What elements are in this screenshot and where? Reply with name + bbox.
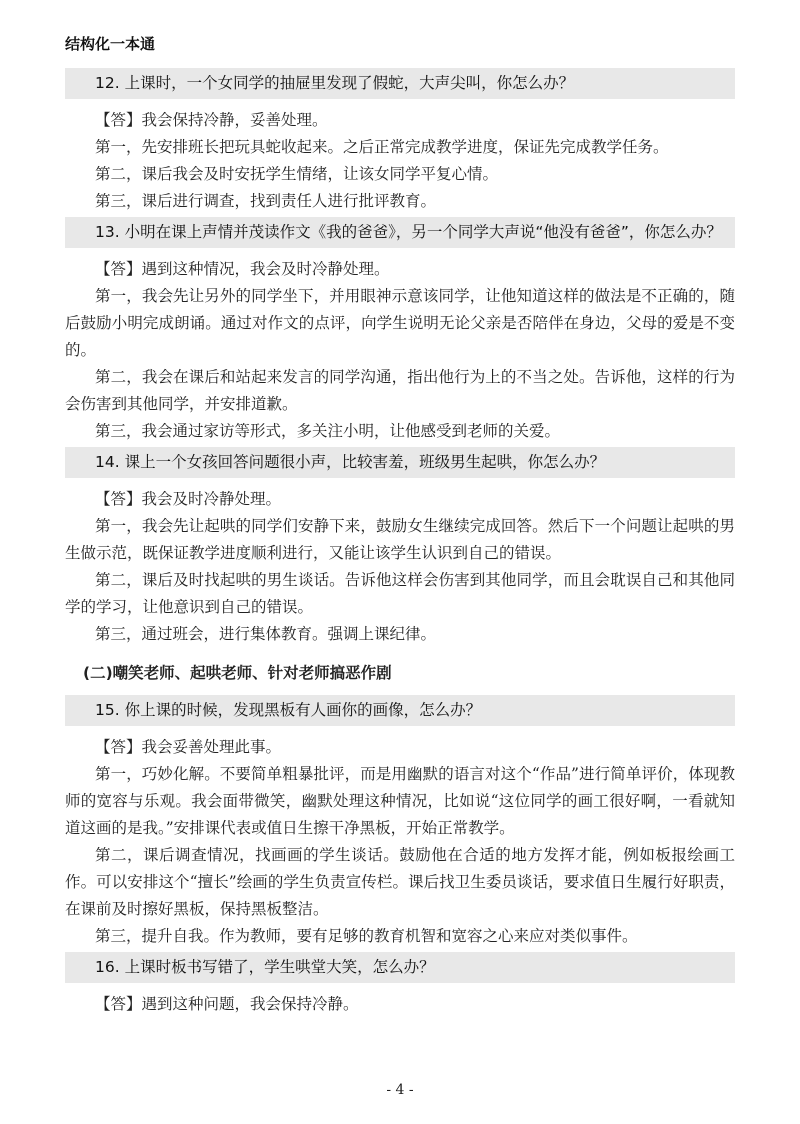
answer-paragraph: 第二，课后及时找起哄的男生谈话。告诉他这样会伤害到其他同学，而且会耽误自己和其他同学的学习，让他意识到自己的错误。 [65, 571, 735, 616]
answer-paragraph: 第三，提升自我。作为教师，要有足够的教育机智和宽容之心来应对类似事件。 [95, 927, 638, 945]
answer-summary: 【答】我会妥善处理此事。 [95, 738, 282, 756]
document-page [65, 30, 735, 1018]
running-header: 结构化一本通 [65, 35, 156, 53]
answer-summary: 【答】遇到这种情况，我会及时冷静处理。 [95, 260, 390, 278]
answer-paragraph: 第二，课后调查情况，找画画的学生谈话。鼓励他在合适的地方发挥才能，例如板报绘画工作。可以安排这个“擅长”绘画的学生负责宣传栏。课后找卫生委员谈话，要求值日生履行好职责，在课前及时擦好黑板，保持黑板整洁。 [65, 846, 735, 918]
page-number: - 4 - [386, 1082, 414, 1098]
answer-paragraph: 第一，我会先让起哄的同学们安静下来，鼓励女生继续完成回答。然后下一个问题让起哄的男生做示范，既保证教学进度顺利进行，又能让该学生认识到自己的错误。 [65, 517, 735, 562]
answer-summary: 【答】遇到这种问题，我会保持冷静。 [95, 995, 359, 1013]
answer-paragraph: 第二，我会在课后和站起来发言的同学沟通，指出他行为上的不当之处。告诉他，这样的行为会伤害到其他同学，并安排道歉。 [65, 368, 735, 413]
question-heading: 12. 上课时，一个女同学的抽屉里发现了假蛇，大声尖叫，你怎么办？ [65, 68, 735, 99]
answer-paragraph: 第三，通过班会，进行集体教育。强调上课纪律。 [95, 625, 437, 643]
question-heading: 14. 课上一个女孩回答问题很小声，比较害羞，班级男生起哄，你怎么办？ [65, 447, 735, 478]
question-heading: 16. 上课时板书写错了，学生哄堂大笑，怎么办？ [65, 952, 735, 983]
answer-paragraph: 第三，我会通过家访等形式，多关注小明，让他感受到老师的关爱。 [95, 422, 561, 440]
answer-summary: 【答】我会保持冷静，妥善处理。 [95, 111, 328, 129]
question-heading: 15. 你上课的时候，发现黑板有人画你的画像，怎么办？ [65, 695, 735, 726]
section-heading: (二)嘲笑老师、起哄老师、针对老师搞恶作剧 [83, 664, 392, 682]
answer-summary: 【答】我会及时冷静处理。 [95, 490, 282, 508]
question-heading: 13. 小明在课上声情并茂读作文《我的爸爸》，另一个同学大声说“他没有爸爸”，你怎么办？ [65, 217, 735, 248]
answer-paragraph: 第一，先安排班长把玩具蛇收起来。之后正常完成教学进度，保证先完成教学任务。 [95, 138, 669, 156]
answer-paragraph: 第一，巧妙化解。不要简单粗暴批评，而是用幽默的语言对这个“作品”进行简单评价，体现教师的宽容与乐观。我会面带微笑，幽默处理这种情况，比如说“这位同学的画工很好啊，一看就知道这画的是我。”安排课代表或值日生擦干净黑板，开始正常教学。 [65, 765, 735, 837]
answer-paragraph: 第三，课后进行调查，找到责任人进行批评教育。 [95, 192, 437, 210]
questions-block-2 [65, 695, 735, 1018]
questions-block-1 [65, 68, 735, 648]
answer-paragraph: 第二，课后我会及时安抚学生情绪，让该女同学平复心情。 [95, 165, 499, 183]
answer-paragraph: 第一，我会先让另外的同学坐下，并用眼神示意该同学，让他知道这样的做法是不正确的，随后鼓励小明完成朗诵。通过对作文的点评，向学生说明无论父亲是否陪伴在身边，父母的爱是不变的。 [65, 287, 735, 359]
